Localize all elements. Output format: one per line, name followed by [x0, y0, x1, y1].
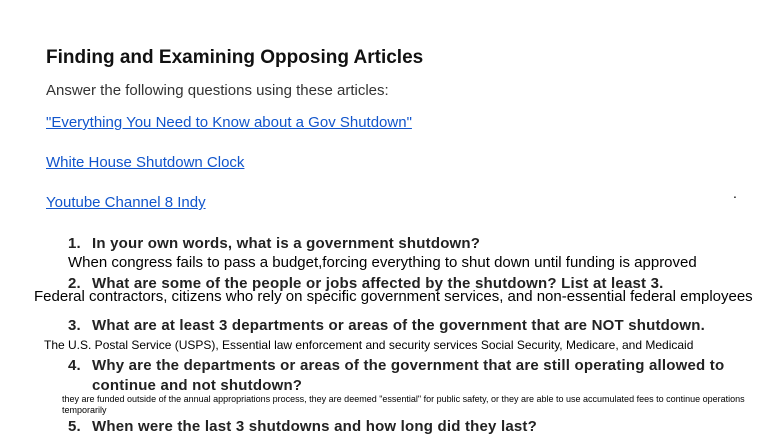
question-2-number: 2.: [68, 275, 81, 292]
question-4-number: 4.: [68, 357, 81, 374]
link-gov-shutdown-article[interactable]: "Everything You Need to Know about a Gov Shutdown": [46, 114, 412, 131]
answer-2[interactable]: Federal contractors, citizens who rely on specific government services, and non-essential federal employees: [34, 288, 753, 305]
link-youtube-channel-8-indy[interactable]: Youtube Channel 8 Indy: [46, 194, 206, 211]
answer-1[interactable]: When congress fails to pass a budget,forcing everything to shut down until funding is approved: [68, 254, 697, 271]
intro-text: Answer the following questions using these articles:: [46, 82, 389, 99]
question-3-text: What are at least 3 departments or areas of the government that are NOT shutdown.: [92, 317, 705, 334]
answer-3[interactable]: The U.S. Postal Service (USPS), Essential law enforcement and security services Social Security, Medicare, and Medicaid: [44, 338, 694, 352]
link-white-house-shutdown-clock[interactable]: White House Shutdown Clock: [46, 154, 245, 171]
stray-dot: .: [733, 185, 737, 201]
question-2-text: What are some of the people or jobs affected by the shutdown? List at least 3.: [92, 275, 664, 292]
question-1-number: 1.: [68, 235, 81, 252]
question-3-number: 3.: [68, 317, 81, 334]
question-4-text-line2: continue and not shutdown?: [92, 377, 303, 394]
question-4-text-line1: Why are the departments or areas of the government that are still operating allowed to: [92, 357, 725, 374]
question-5-text: When were the last 3 shutdowns and how long did they last?: [92, 418, 537, 435]
question-1-text: In your own words, what is a government shutdown?: [92, 235, 481, 252]
document-title: Finding and Examining Opposing Articles: [46, 47, 424, 68]
question-5-number: 5.: [68, 418, 81, 435]
answer-4[interactable]: they are funded outside of the annual appropriations process, they are deemed "essential" for public safety, or they are able to use accumulated fees to continue operations temporarily: [62, 394, 745, 415]
